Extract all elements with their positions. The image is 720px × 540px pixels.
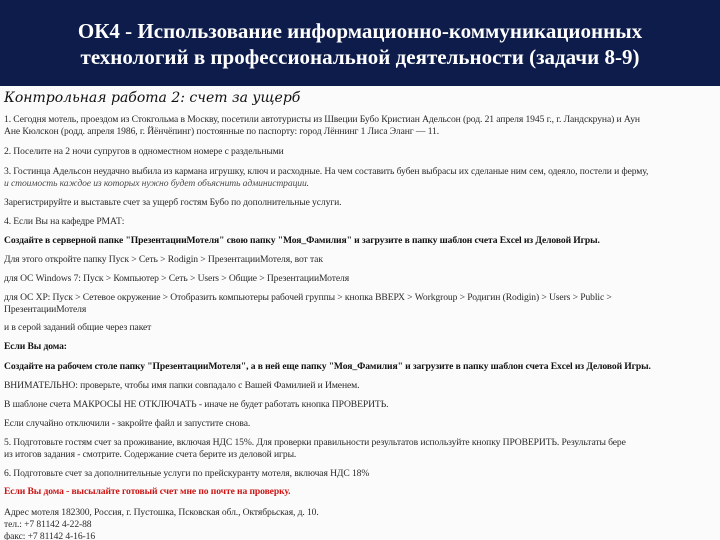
doc-line: Создайте на рабочем столе папку "ПрезентацииМотеля", а в ней еще папку "Моя_Фамилия" и загрузите в папку шаблон счета Excel из Деловой Игры. [4,361,651,372]
slide-title-line-1: ОК4 - Использование информационно-коммуникационных [77,19,643,43]
doc-line: ВНИМАТЕЛЬНО: проверьте, чтобы имя папки совпадало с Вашей Фамилией и Именем. [4,380,360,391]
doc-line: Если случайно отключили - закройте файл и запустите снова. [4,418,251,429]
slide-header [0,0,720,86]
doc-line: 4. Если Вы на кафедре РМАТ: [4,216,125,227]
slide-title [10,18,710,70]
doc-line: для ОС Windows 7: Пуск > Компьютер > Сеть > Users > Общие > ПрезентацииМотеля [4,273,350,284]
doc-line: факс: +7 81142 4-16-16 [4,531,96,540]
doc-line: Для этого откройте папку Пуск > Сеть > Rodigin > ПрезентацииМотеля, вот так [4,254,323,265]
doc-line: Создайте в серверной папке "ПрезентацииМотеля" свою папку "Моя_Фамилия" и загрузите в папку шаблон счета Excel из Деловой Игры. [4,235,600,246]
doc-line: Зарегистрируйте и выставьте счет за ущерб гостям Бубо по дополнительные услуги. [4,197,342,208]
doc-line: 3. Гостинца Адельсон неудачно выбила из кармана игрушку, ключ и расходные. На чем составить бубен выбрасы их сделаные ним сем, одеяло, постели и ферму, [4,166,649,177]
doc-line: для ОС XP: Пуск > Сетевое окружение > Отобразить компьютеры рабочей группы > кнопка ВВЕРХ > Workgroup > Родигин (Rodigin) > Users > Public > [4,292,612,303]
doc-line-emphasis: Если Вы дома - высылайте готовый счет мне по почте на проверку. [4,486,291,497]
doc-line: из итогов задания - смотрите. Содержание счета берите из деловой игры. [4,449,297,460]
doc-line: Ане Кюлскoн (родд. апреля 1986, г. Йёнчёпинг) постоянные по паспорту: город Лённинг 1 Лиса Эланг — 11. [4,126,440,137]
doc-line: Адрес мотеля 182300, Россия, г. Пустошка, Псковская обл., Октябрьская, д. 10. [4,507,319,518]
doc-line: 5. Подготовьте гостям счет за проживание, включая НДС 15%. Для проверки правильности результатов используйте кнопку ПРОВЕРИТЬ. Результаты бере [4,437,626,448]
doc-line: тел.: +7 81142 4-22-88 [4,519,92,530]
doc-line: 1. Сегодня мотель, проездом из Стокгольма в Москву, посетили автотуристы из Швеции Бубо Кристиан Адельсон (род. 21 апреля 1945 г., г. Ландскруна) и Аун [4,114,640,125]
document-image [0,86,720,540]
doc-line: Если Вы дома: [4,341,67,352]
doc-line: и в серой заданий общие через пакет [4,322,152,333]
doc-line: 6. Подготовьте счет за дополнительные услуги по прейскуранту мотеля, включая НДС 18% [4,468,370,479]
document-heading: Контрольная работа 2: счет за ущерб [4,90,301,106]
doc-line: 2. Поселите на 2 ночи супругов в одноместном номере с раздельными [4,146,284,157]
slide-title-line-2: технологий в профессиональной деятельности (задачи 8-9) [80,45,640,69]
doc-line: ПрезентацииМотеля [4,304,87,315]
doc-line: В шаблоне счета МАКРОСЫ НЕ ОТКЛЮЧАТЬ - иначе не будет работать кнопка ПРОВЕРИТЬ. [4,399,389,410]
doc-line: и стоимость каждое из которых нужно будет объяснить администрации. [4,178,309,189]
